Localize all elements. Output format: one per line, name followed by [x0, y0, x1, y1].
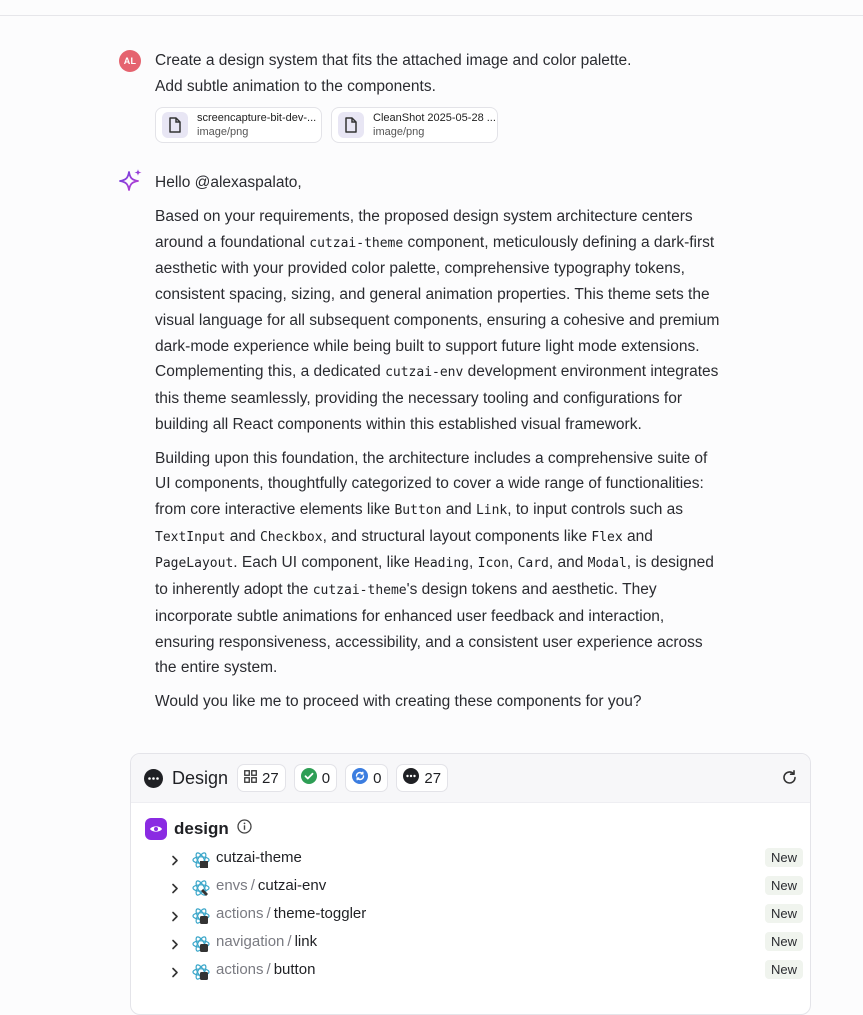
component-name: cutzai-env [257, 877, 327, 894]
sync-icon [352, 768, 368, 788]
text: , and structural layout components like [322, 527, 592, 545]
paragraph-3: Would you like me to proceed with creating these components for you? [155, 693, 642, 711]
file-icon [162, 112, 188, 138]
component-react-icon [191, 962, 211, 987]
chevron-right-icon[interactable] [171, 909, 179, 927]
code-cutzai-theme: cutzai-theme [309, 235, 404, 251]
component-name: link [294, 933, 318, 950]
total-count-chip[interactable] [396, 764, 448, 792]
text: 's design tokens and aesthetic. They incorporate subtle animations for enhanced user feedback and interaction, ensuring responsiveness, accessibility, and a consistent user experience across the entire system. [155, 581, 703, 677]
code-heading: Heading [414, 556, 469, 572]
new-badge: New [765, 960, 803, 979]
file-icon [338, 112, 364, 138]
text: and [441, 501, 476, 519]
code-cutzai-theme: cutzai-theme [312, 583, 407, 599]
tree-row[interactable] [131, 901, 810, 929]
tree-row[interactable] [131, 845, 810, 873]
code-modal: Modal [587, 556, 627, 572]
attachment-1[interactable] [155, 107, 322, 143]
passed-count-chip[interactable] [294, 764, 337, 792]
new-badge: New [765, 876, 803, 895]
check-circle-icon [301, 768, 317, 788]
component-namespace: actions [216, 905, 264, 922]
chevron-right-icon[interactable] [171, 937, 179, 955]
text: and [622, 527, 653, 545]
path-separator: / [287, 933, 292, 950]
new-badge: New [765, 904, 803, 923]
code-button: Button [394, 503, 442, 519]
code-link: Link [475, 503, 508, 519]
passed-count: 0 [321, 769, 331, 787]
more-dots-icon [144, 769, 163, 788]
code-card: Card [517, 556, 549, 572]
component-theme-icon [191, 850, 211, 875]
attachments [155, 107, 498, 143]
user-line-1: Create a design system that fits the attached image and color palette. [155, 52, 632, 69]
panel-header [131, 754, 810, 803]
top-bar [0, 0, 863, 16]
sparkle-icon [118, 168, 144, 199]
code-textinput: TextInput [155, 529, 226, 545]
text: Based on your requirements, the proposed design system architecture centers around a foundational [155, 208, 693, 251]
more-dots-icon [403, 768, 419, 788]
info-icon[interactable] [237, 819, 252, 839]
code-pagelayout: PageLayout [155, 556, 234, 572]
scope-name: design [174, 819, 229, 838]
code-cutzai-env: cutzai-env [385, 365, 464, 381]
chevron-right-icon[interactable] [171, 881, 179, 899]
text: and [225, 527, 260, 545]
assistant-message [155, 170, 720, 723]
component-namespace: envs [216, 877, 248, 894]
path-separator: / [266, 905, 271, 922]
tree-row[interactable] [131, 873, 810, 901]
text: . Each UI component, like [233, 554, 415, 572]
attachment-name: screencapture-bit-dev-... [197, 111, 317, 124]
total-count: 27 [424, 769, 442, 787]
greeting: Hello @alexaspalato, [155, 174, 302, 191]
components-count: 27 [262, 769, 279, 787]
pending-count: 0 [373, 769, 382, 787]
text: , [508, 554, 518, 572]
user-message-text [155, 48, 631, 100]
eye-icon [145, 818, 167, 840]
code-flex: Flex [591, 529, 623, 545]
components-count-chip[interactable] [237, 764, 286, 792]
component-namespace: actions [216, 961, 264, 978]
code-checkbox: Checkbox [259, 529, 323, 545]
path-separator: / [266, 961, 271, 978]
component-name: cutzai-theme [216, 849, 302, 866]
text: , is designed to inherently adopt the [155, 554, 714, 599]
new-badge: New [765, 848, 803, 867]
code-icon: Icon [477, 556, 509, 572]
paragraph-2 [155, 446, 720, 681]
path-separator: / [250, 877, 255, 894]
component-react-icon [191, 934, 211, 959]
refresh-icon[interactable] [781, 769, 798, 791]
tree-row[interactable] [131, 957, 810, 985]
text: Building upon this foundation, the architecture includes a comprehensive suite of UI components, thoughtfully categorized to cover a wide range of functionalities: from core interactive elements like [155, 449, 708, 519]
component-tree [131, 845, 810, 985]
text: , to input controls such as [507, 501, 684, 519]
pending-count-chip[interactable] [345, 764, 388, 792]
scope-header [145, 818, 252, 840]
component-name: button [273, 961, 316, 978]
chevron-right-icon[interactable] [171, 965, 179, 983]
attachment-type: image/png [373, 125, 425, 138]
paragraph-1 [155, 204, 720, 437]
attachment-type: image/png [197, 125, 249, 138]
user-line-2: Add subtle animation to the components. [155, 78, 436, 95]
grid-icon [244, 770, 257, 787]
attachment-2[interactable] [331, 107, 498, 143]
component-react-icon [191, 906, 211, 931]
component-env-icon [191, 878, 211, 903]
text: , [469, 554, 478, 572]
design-panel [130, 753, 811, 1015]
component-name: theme-toggler [273, 905, 367, 922]
text: development environment integrates this theme seamlessly, providing the necessary tooling and configurations for building all React components within this established visual framework. [155, 363, 719, 433]
tree-row[interactable] [131, 929, 810, 957]
avatar: AL [119, 50, 141, 72]
attachment-name: CleanShot 2025-05-28 ... [373, 111, 496, 124]
text: , and [548, 554, 588, 572]
new-badge: New [765, 932, 803, 951]
chevron-right-icon[interactable] [171, 853, 179, 871]
text: component, meticulously defining a dark-first aesthetic with your provided color palette, comprehensive typography tokens, consistent spacing, sizing, and general animation properties. This theme sets the visual language for all subsequent components, ensuring a cohesive and premium dark-mode experience while being built to support future light mode extensions. Complementing this, a dedicated [155, 233, 720, 381]
panel-title: Design [172, 767, 229, 788]
component-namespace: navigation [216, 933, 285, 950]
